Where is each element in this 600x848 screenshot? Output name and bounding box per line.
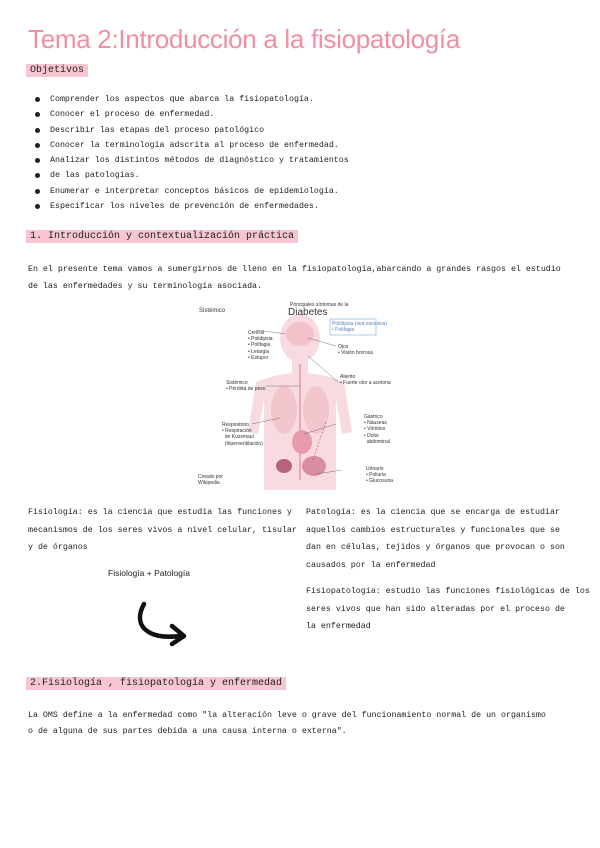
label-systemic: Sistémico • Pérdida de peso [226, 380, 266, 393]
bullet-icon [35, 189, 40, 194]
text-line: La OMS define a la enfermedad como "la alteración leve o grave del funcionamiento normal de un organismo [28, 711, 546, 720]
text-line: seres vivos que han sido alteradas por el proceso de [306, 604, 565, 614]
list-item: Conocer el proceso de enfermedad. [32, 107, 349, 122]
intro-paragraph [28, 261, 561, 295]
text-line: En el presente tema vamos a sumergirnos de lleno en la fisiopatología,abarcando a grandes rasgos el estudio [28, 265, 561, 274]
section1-heading: 1. Introducción y contextualización práctica [26, 230, 298, 243]
text-line: Fisiopatología: estudio las funciones fisiológicas de los [306, 587, 590, 596]
label-central: Central • Polidipsia • Polifagia • Letargia • Estupor [248, 330, 273, 361]
bullet-icon [35, 158, 40, 163]
text-line: de las enfermedades y su terminología asociada. [28, 282, 263, 291]
figure-callout-box: Polidipsia (sed excesiva) • Polifagia [332, 321, 388, 334]
text-line: dan en células, tejidos y órganos que provocan o son [306, 543, 565, 552]
list-item: de las patologías. [32, 168, 349, 183]
pathophysiology-definition [306, 583, 590, 636]
bullet-icon [35, 128, 40, 133]
label-respiratory: Respiratorio • Respiración de Kussmaul (hiperventilación) [222, 422, 263, 447]
curved-arrow-icon [130, 600, 194, 650]
bullet-icon [35, 204, 40, 209]
pathology-definition [306, 504, 565, 574]
text-line: aquellos cambios estructurales y funcionales que se [306, 525, 560, 535]
figure-credit: Creado por Wikipedia [198, 474, 224, 487]
label-urinary: Urinario • Poliuria • Glucosuria [366, 466, 394, 485]
list-item: Especificar los niveles de prevención de enfermedades. [32, 199, 349, 214]
figure-corner-label: Sistémico [199, 308, 226, 314]
bullet-icon [35, 112, 40, 117]
label-breath: Aliento • Fuerte olor a acetona [340, 374, 391, 387]
figure-title: Diabetes [288, 307, 328, 318]
physiology-definition [28, 504, 297, 557]
list-item: Describir las etapas del proceso patológico [32, 123, 349, 138]
objectives-heading: Objetivos [26, 64, 88, 77]
formula-text: Fisiología + Patología [108, 568, 190, 578]
objectives-list [32, 92, 349, 214]
section2-heading: 2.Fisiología , fisiopatología y enfermedad [26, 677, 286, 690]
list-item: Enumerar e interpretar conceptos básicos de epidemiología. [32, 184, 349, 199]
list-item: Analizar los distintos métodos de diagnóstico y tratamientos [32, 153, 349, 168]
who-definition [28, 708, 546, 740]
text-line: Fisiología: es la ciencia que estudia las funciones y [28, 508, 292, 517]
text-line: o de alguna de sus partes debida a una causa interna o externa". [28, 727, 347, 736]
page-title: Tema 2:Introducción a la fisiopatología [28, 24, 461, 54]
text-line: y de órganos [28, 543, 88, 552]
text-line: la enfermedad [306, 622, 371, 631]
bullet-icon [35, 173, 40, 178]
list-item: Conocer la terminología adscrita al proceso de enfermedad. [32, 138, 349, 153]
text-line: causados por la enfermedad [306, 560, 436, 570]
label-gastric: Gástrico • Náuseas • Vómitos • Dolor abdominal [364, 414, 390, 445]
figure-supertitle: Principales síntomas de la [290, 302, 349, 308]
bullet-icon [35, 143, 40, 148]
text-line: mecanismos de los seres vivos a nivel celular, tisular [28, 525, 297, 535]
bullet-icon [35, 97, 40, 102]
list-item: Comprender los aspectos que abarca la fisiopatología. [32, 92, 349, 107]
label-eyes: Ojos • Visión borrosa [338, 344, 374, 357]
diabetes-symptoms-figure [196, 302, 412, 492]
text-line: Patología: es la ciencia que se encarga de estudiar [306, 508, 560, 517]
